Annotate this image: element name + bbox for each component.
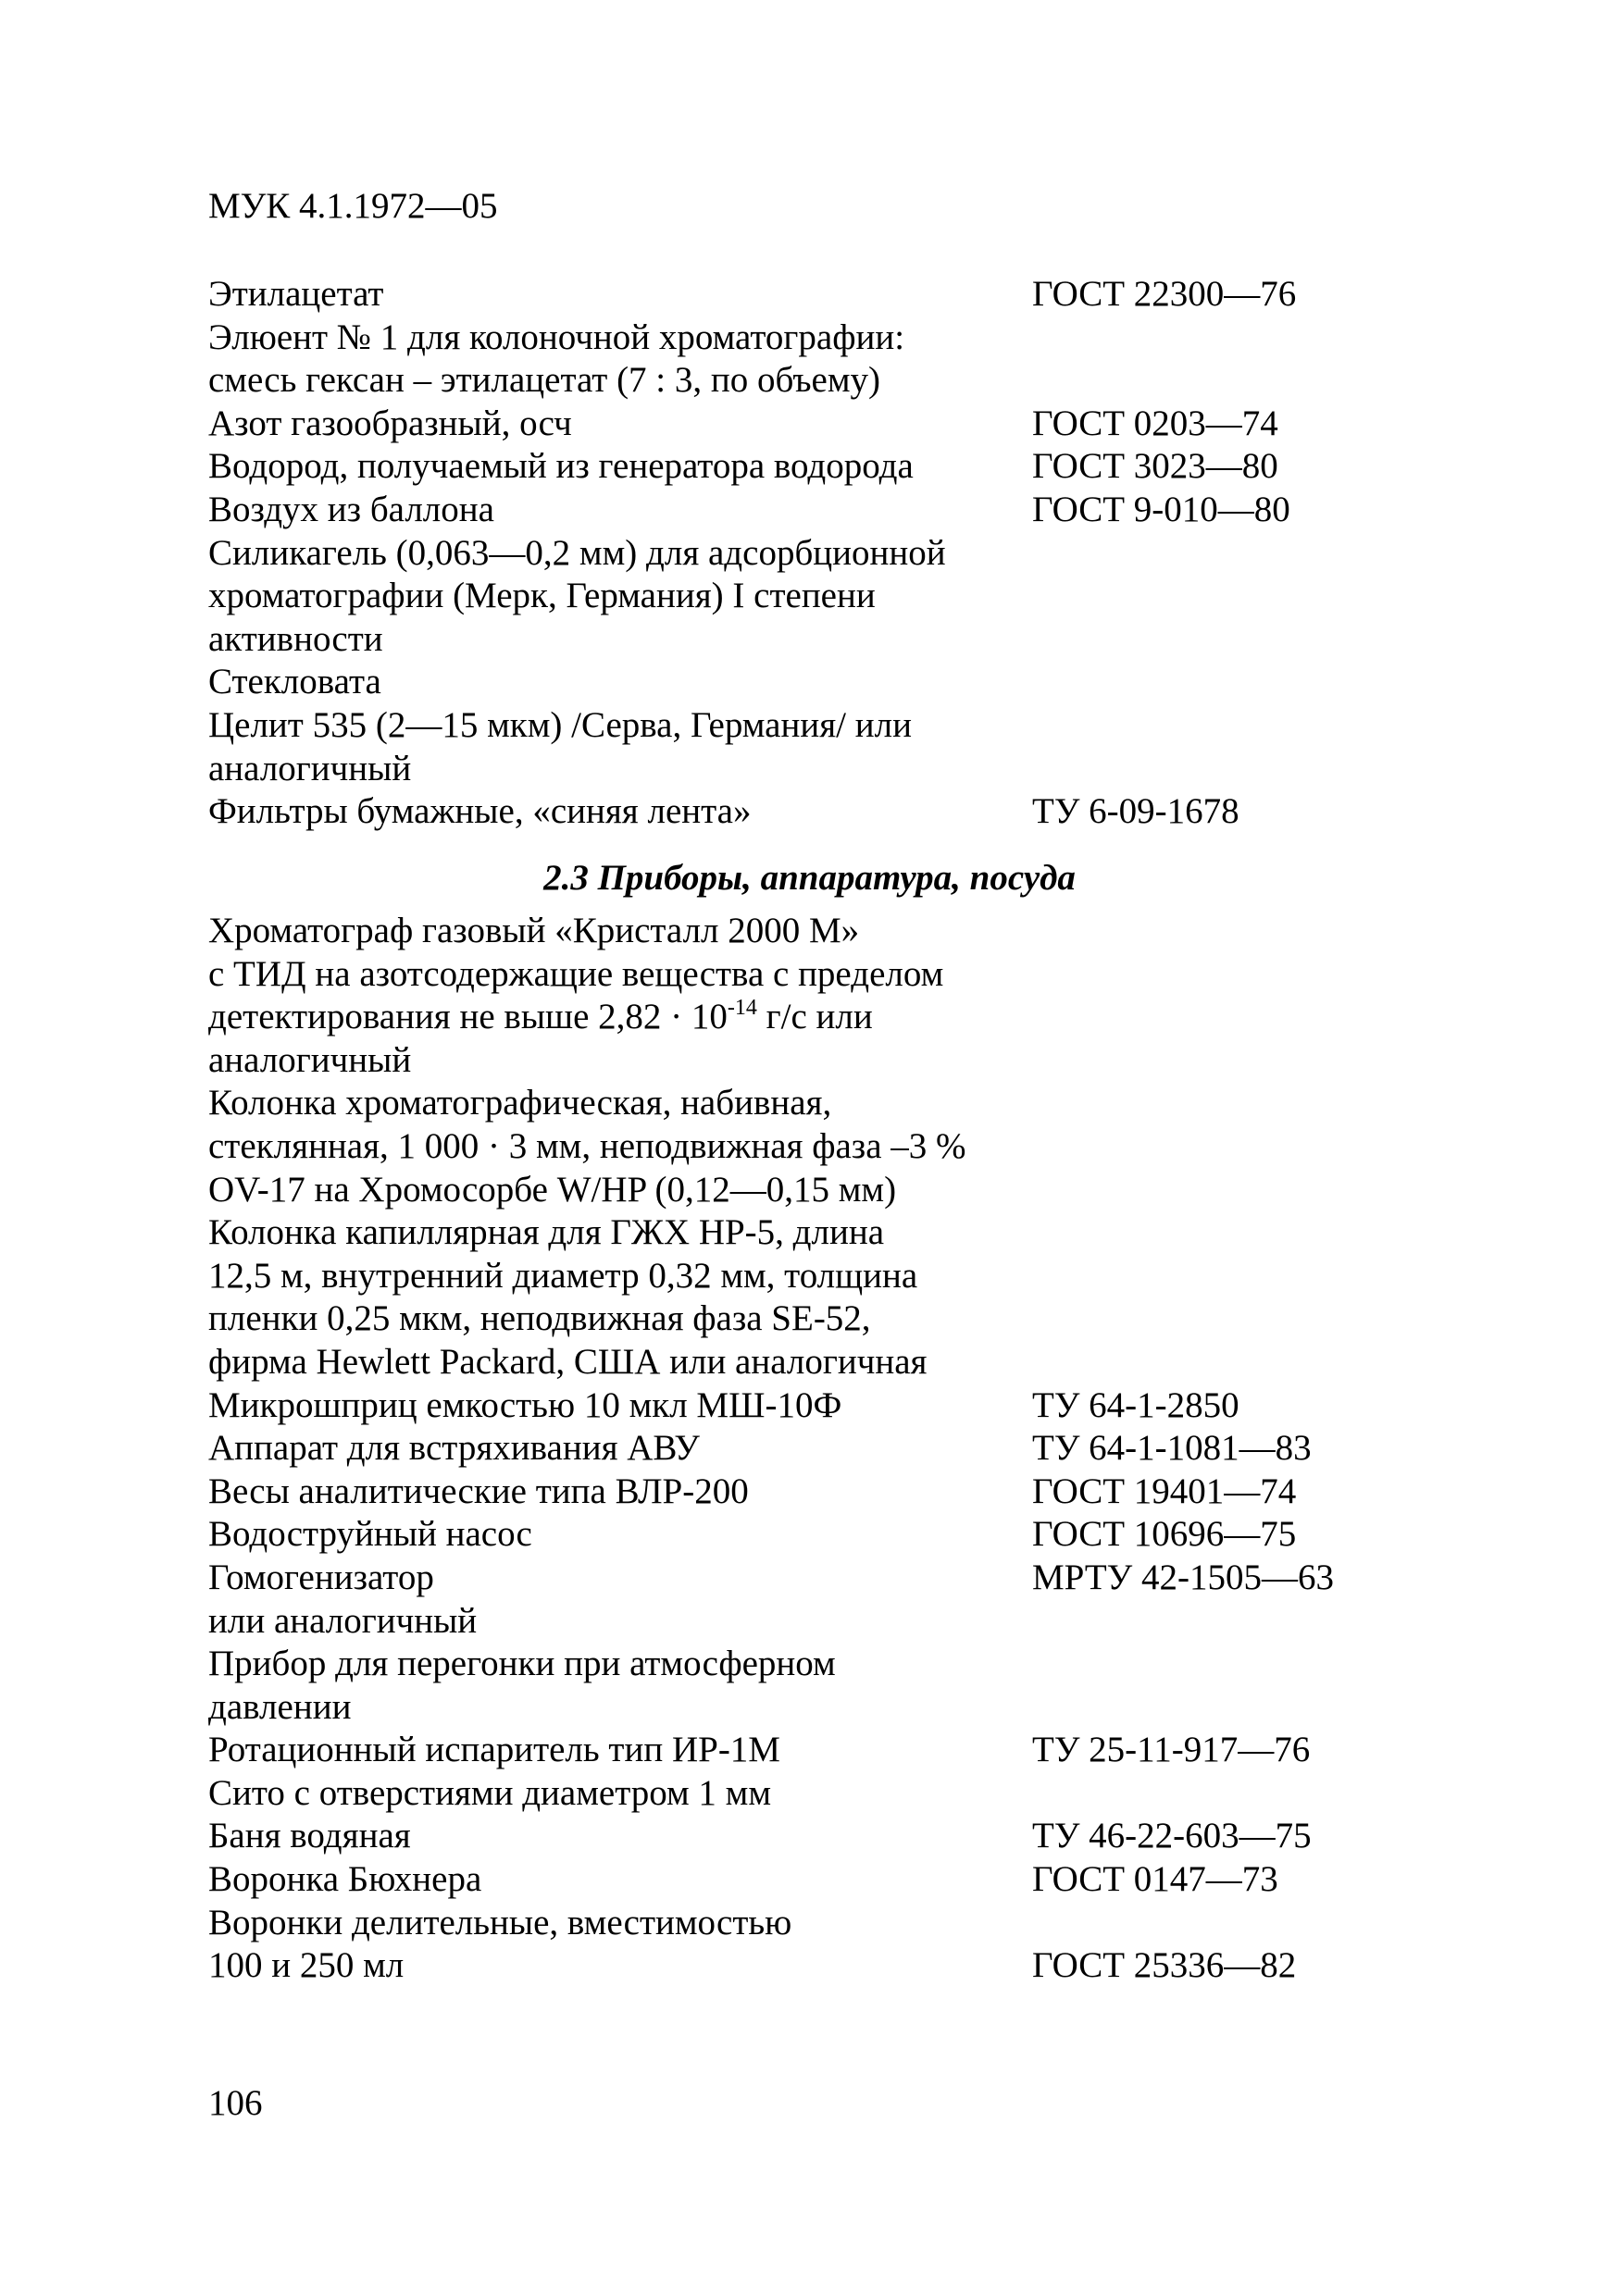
- list-item-chromatograph-line-1: Хроматограф газовый «Кристалл 2000 М»: [208, 911, 860, 950]
- item-name: Азот газообразный, осч: [208, 403, 572, 443]
- list-item: [208, 1297, 1467, 1341]
- list-item: [208, 403, 1467, 446]
- item-name: Стекловата: [208, 662, 381, 702]
- detection-limit-exponent: -14: [727, 996, 757, 1021]
- item-standard: ГОСТ 9-010—80: [1032, 489, 1290, 529]
- item-name: Колонка хроматографическая, набивная,: [208, 1083, 832, 1123]
- item-name: Аппарат для встряхивания АВУ: [208, 1428, 700, 1469]
- list-item: [208, 704, 1467, 748]
- item-name: Воздух из баллона: [208, 489, 494, 529]
- item-name: Фильтры бумажные, «синяя лента»: [208, 791, 752, 832]
- item-name: Баня водяная: [208, 1816, 411, 1856]
- list-item: [208, 1772, 1467, 1816]
- list-item: [208, 1600, 1467, 1644]
- list-item-chromatograph-line-2: с ТИД на азотсодержащие вещества с пределом: [208, 953, 944, 994]
- item-name: стеклянная, 1 000 · 3 мм, неподвижная фаза –3 %: [208, 1125, 966, 1166]
- item-standard: ГОСТ 10696—75: [1032, 1514, 1297, 1555]
- list-item: [208, 1125, 1467, 1169]
- item-name: Этилацетат: [208, 274, 384, 314]
- list-item: [208, 618, 1467, 662]
- item-name: пленки 0,25 мкм, неподвижная фаза SE-52,: [208, 1298, 871, 1339]
- item-name: фирма Hewlett Packard, США или аналогичная: [208, 1341, 928, 1382]
- list-item: [208, 1513, 1467, 1557]
- list-item: [208, 1255, 1467, 1298]
- list-item: [208, 1858, 1467, 1902]
- page-number: 106: [208, 2083, 263, 2123]
- item-name: Силикагель (0,063—0,2 мм) для адсорбционной: [208, 532, 946, 573]
- list-item: [208, 532, 1467, 576]
- detection-limit-text: детектирования не выше 2,82 · 10: [208, 997, 728, 1037]
- list-item: [208, 1686, 1467, 1730]
- list-item: [208, 1169, 1467, 1212]
- list-item: [208, 1944, 1467, 1988]
- list-item-chromatograph-line-4: аналогичный: [208, 1039, 412, 1080]
- item-name: Весы аналитические типа ВЛР-200: [208, 1471, 749, 1511]
- item-standard: ГОСТ 3023—80: [1032, 446, 1278, 487]
- running-header: МУК 4.1.1972—05: [208, 186, 498, 226]
- list-item: [208, 1082, 1467, 1125]
- item-name: аналогичный: [208, 748, 412, 788]
- list-item-chromatograph-line-3: [208, 996, 1467, 1039]
- instrument-items: [208, 1082, 1467, 1987]
- list-item: [208, 1557, 1467, 1600]
- item-standard: ГОСТ 22300—76: [1032, 274, 1297, 314]
- item-standard: ТУ 64-1-1081—83: [1032, 1428, 1312, 1469]
- list-item: [208, 1815, 1467, 1858]
- item-name: OV-17 на Хромосорбе W/HP (0,12—0,15 мм): [208, 1169, 897, 1210]
- instruments-list: [208, 910, 1467, 1988]
- list-item: [208, 1902, 1467, 1945]
- list-item: [208, 273, 1467, 316]
- item-name: Сито с отверстиями диаметром 1 мм: [208, 1772, 772, 1813]
- list-item: [208, 661, 1467, 704]
- item-name: 12,5 м, внутренний диаметр 0,32 мм, толщина: [208, 1255, 918, 1296]
- item-name: Водоструйный насос: [208, 1514, 532, 1555]
- item-name: давлении: [208, 1686, 352, 1727]
- item-name: или аналогичный: [208, 1600, 478, 1641]
- list-item: [208, 1211, 1467, 1255]
- item-name: активности: [208, 618, 383, 659]
- item-standard: ГОСТ 0203—74: [1032, 403, 1278, 443]
- item-name: Ротационный испаритель тип ИР-1М: [208, 1730, 780, 1770]
- item-name: Микрошприц емкостью 10 мкл МШ-10Ф: [208, 1384, 842, 1425]
- item-standard: ТУ 64-1-2850: [1032, 1384, 1239, 1425]
- list-item: [208, 575, 1467, 618]
- list-item: [208, 1427, 1467, 1471]
- section-heading: 2.3 Приборы, аппаратура, посуда: [543, 858, 1076, 898]
- item-name: смесь гексан – этилацетат (7 : 3, по объему): [208, 360, 881, 401]
- list-item: [208, 1729, 1467, 1772]
- item-name: Целит 535 (2—15 мкм) /Серва, Германия/ или: [208, 704, 912, 745]
- list-item: [208, 790, 1467, 834]
- item-name: Колонка капиллярная для ГЖХ HP-5, длина: [208, 1212, 885, 1253]
- item-name: Прибор для перегонки при атмосферном: [208, 1644, 836, 1684]
- item-name: хроматографии (Мерк, Германия) I степени: [208, 576, 876, 616]
- item-standard: ГОСТ 19401—74: [1032, 1471, 1297, 1511]
- item-name: Элюент № 1 для колоночной хроматографии:: [208, 316, 905, 357]
- list-item: [208, 1341, 1467, 1384]
- item-name: Гомогенизатор: [208, 1557, 434, 1597]
- item-standard: ГОСТ 0147—73: [1032, 1859, 1278, 1900]
- item-name: Воронки делительные, вместимостью: [208, 1902, 792, 1942]
- item-standard: ТУ 6-09-1678: [1032, 791, 1239, 832]
- item-standard: ГОСТ 25336—82: [1032, 1945, 1297, 1986]
- detection-limit-unit: г/с или: [756, 997, 873, 1037]
- list-item: [208, 359, 1467, 403]
- list-item: [208, 316, 1467, 360]
- item-standard: ТУ 46-22-603—75: [1032, 1816, 1312, 1856]
- list-item: [208, 1643, 1467, 1686]
- list-item: [208, 445, 1467, 489]
- list-item: [208, 489, 1467, 532]
- item-name: Воронка Бюхнера: [208, 1859, 482, 1900]
- list-item: [208, 748, 1467, 791]
- item-standard: МРТУ 42-1505—63: [1032, 1557, 1335, 1597]
- item-name: Водород, получаемый из генератора водорода: [208, 446, 914, 487]
- reagents-list: [208, 273, 1467, 834]
- list-item: [208, 1471, 1467, 1514]
- item-standard: ТУ 25-11-917—76: [1032, 1730, 1311, 1770]
- list-item: [208, 1384, 1467, 1428]
- item-name: 100 и 250 мл: [208, 1945, 405, 1986]
